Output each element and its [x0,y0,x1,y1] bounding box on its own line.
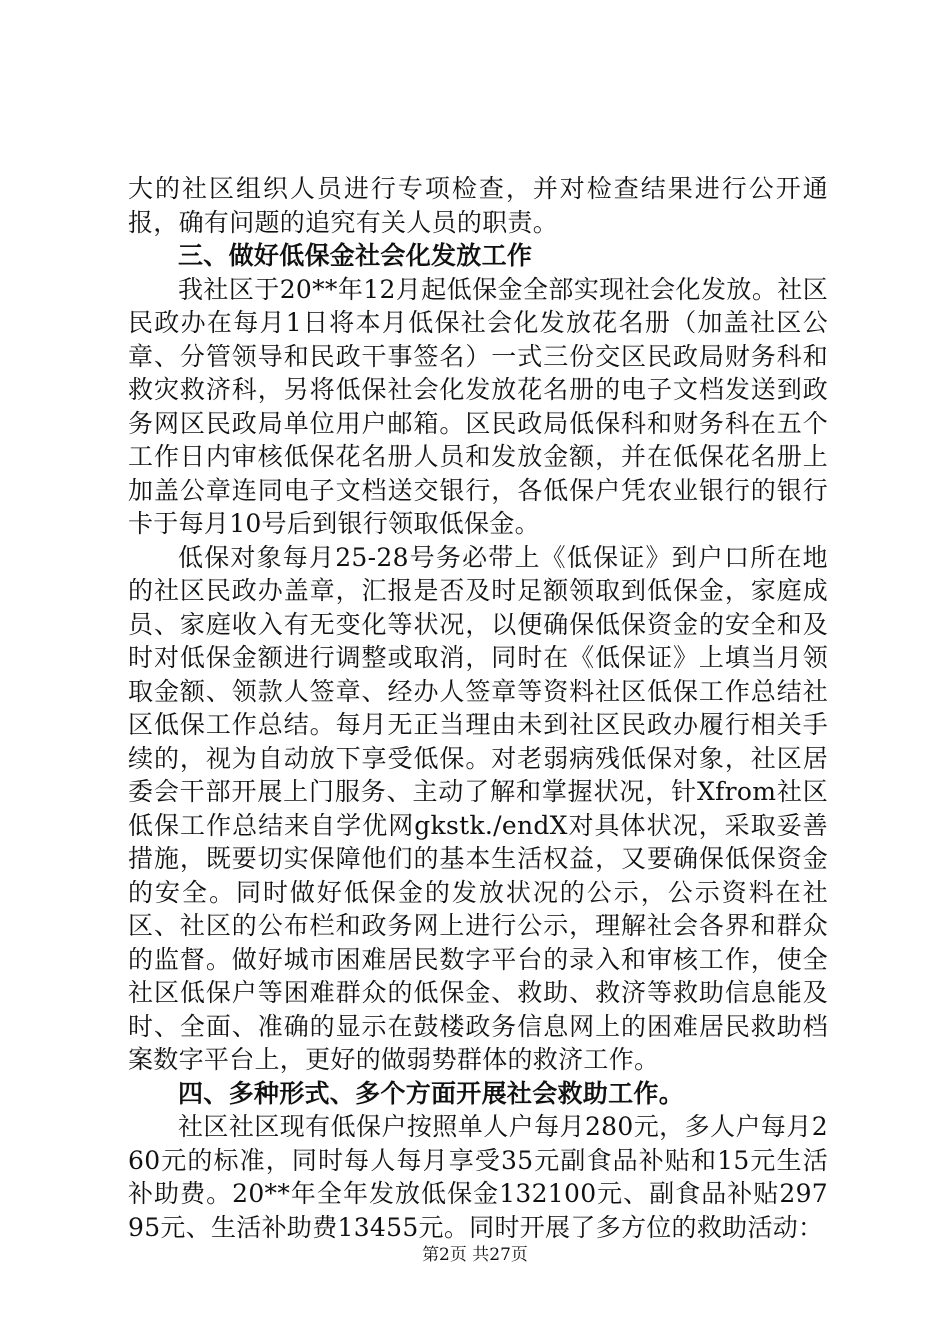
paragraph-social-distribution: 我社区于20**年12月起低保金全部实现社会化发放。社区民政办在每月1日将本月低保社会化发放花名册（加盖社区公章、分管领导和民政干事签名）一式三份交区民政局财务科和救灾救济科，另将低保社会化发放花名册的电子文档发送到政务网区民政局单位用户邮箱。区民政局低保科和财务科在五个工作日内审核低保花名册人员和发放金额，并在低保花名册上加盖公章连同电子文档送交银行，各低保户凭农业银行的银行卡于每月10号后到银行领取低保金。 [128,274,828,538]
paragraph-low-income-monthly: 低保对象每月25-28号务必带上《低保证》到户口所在地的社区民政办盖章，汇报是否及时足额领取到低保金，家庭成员、家庭收入有无变化等状况，以便确保低保资金的安全和及时对低保金额进行调整或取消，同时在《低保证》上填当月领取金额、领款人签章、经办人签章等资料社区低保工作总结社区低保工作总结。每月无正当理由未到社区民政办履行相关手续的，视为自动放下享受低保。对老弱病残低保对象，社区居委会干部开展上门服务、主动了解和掌握状况，针Xfrom社区低保工作总结来自学优网gkstk./endX对具体状况，采取妥善措施，既要切实保障他们的基本生活权益，又要确保低保资金的安全。同时做好低保金的发放状况的公示，公示资料在社区、社区的公布栏和政务网上进行公示，理解社会各界和群众的监督。做好城市困难居民数字平台的录入和审核工作，使全社区低保户等困难群众的低保金、救助、救济等救助信息能及时、全面、准确的显示在鼓楼政务信息网上的困难居民救助档案数字平台上，更好的做弱势群体的救济工作。 [128,542,828,1074]
paragraph-assistance-standards: 社区社区现有低保户按照单人户每月280元，多人户每月260元的标准，同时每人每月享受35元副食品补贴和15元生活补助费。20**年全年发放低保金132100元、副食品补贴29795元、生活补助费13455元。同时开展了多方位的救助活动： [128,1112,828,1242]
section-heading-3: 三、做好低保金社会化发放工作 [178,241,533,270]
document-body [128,172,828,1244]
section-heading-4: 四、多种形式、多个方面开展社会救助工作。 [178,1078,685,1108]
paragraph-continuation: 大的社区组织人员进行专项检查，并对检查结果进行公开通报，确有问题的追究有关人员的职责。 [128,174,828,237]
page-number-footer: 第2页 共27页 [422,1245,528,1265]
